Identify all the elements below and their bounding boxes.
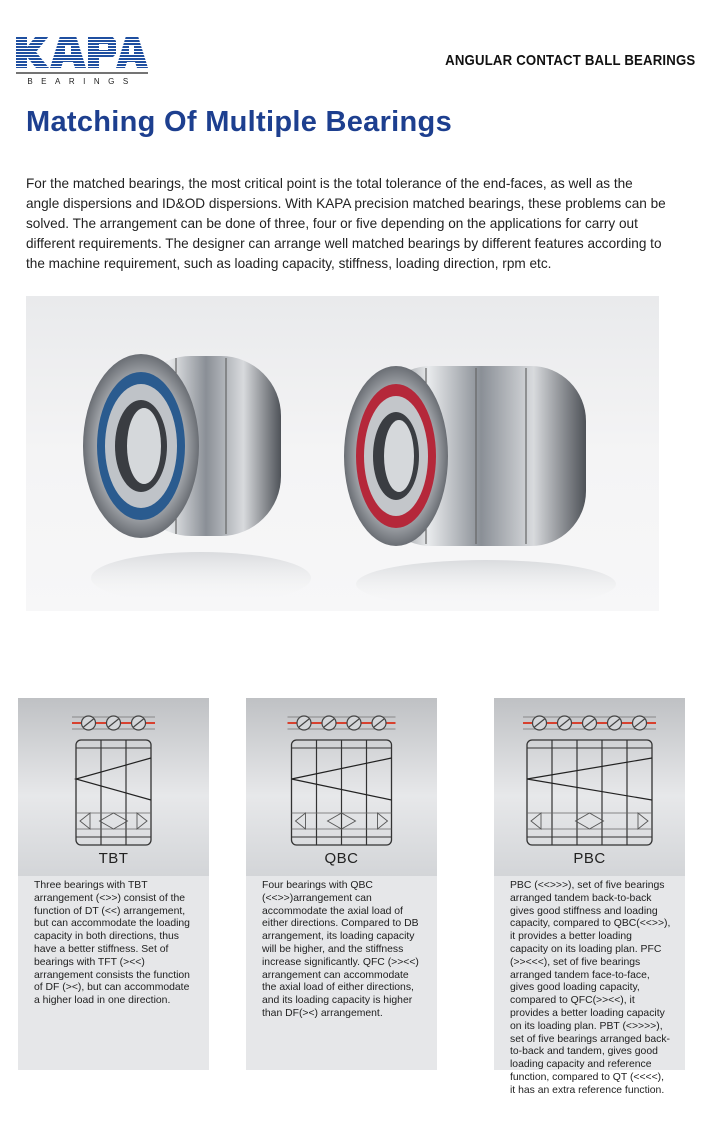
card-description: Four bearings with QBC (<<>>)arrangement can accommodate the axial load of either directions. Compared to DB arrangement, its loading capacity will be higher, and the stiffness increase significantly. QFC (>><<) arrangement can accommodate the axial load of either directions, and its loading capacity is higher than DF(><) arrangement. [262,880,419,1019]
card-code: QBC [324,850,359,867]
card-tbt [18,698,209,1070]
card-description: PBC (<<>>>), set of five bearings arranged tandem back-to-back gives good stiffness and loading capacity, compared to QBC(<<>>), it provides a better loading capacity on its loading plan. PFC (>><<<), set of five bearings arranged tandem face-to-face, gives good loading capacity, compared to QFC(>><<), it provides a better loading capacity on its loading plan. PBT (<>>>>), set of five bearings arranged back-to-back and tandem, gives good loading capacity and reference function, compared to QT (<<<<), it has an extra reference function. [510,880,671,1096]
kapa-logo [16,34,148,86]
card-code: TBT [98,850,129,867]
page-title: Matching Of Multiple Bearings [26,106,452,138]
card-code: PBC [573,850,606,867]
card-pbc [494,698,685,1096]
section-category-title: ANGULAR CONTACT BALL BEARINGS [444,52,695,69]
svg-text:BEARINGS: BEARINGS [27,77,137,86]
card-qbc [246,698,437,1070]
bearing-sets-photo [26,296,659,611]
card-description: Three bearings with TBT arrangement (<>>) consist of the function of DT (<<) arrangement, but can accommodate the loading capacity in both directions, thus have a better stiffness. Set of bearings with TFT (><<) arrangement consists the function of DF (><), but can accommodate a higher load in one direction. [34,880,190,1007]
intro-paragraph: For the matched bearings, the most critical point is the total tolerance of the end-faces, as well as the angle dispersions and ID&OD dispersions. With KAPA precision matched bearings, these problems can be solved. The arrangement can be done of three, four or five depending on the applications for carry out different requirements. The designer can arrange well matched bearings by different features according to the machine requirement, such as loading capacity, stiffness, loading direction, rpm etc. [26,176,666,271]
